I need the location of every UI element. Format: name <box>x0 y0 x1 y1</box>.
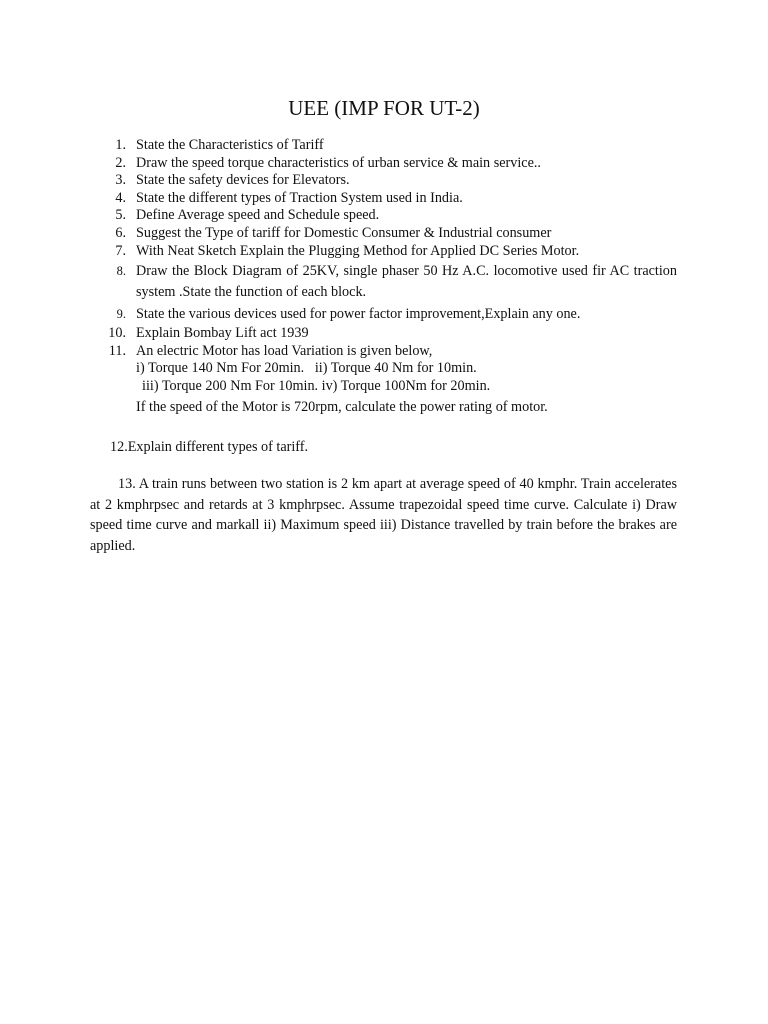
question-item-2 <box>104 155 677 173</box>
question-item-7 <box>104 243 677 261</box>
question-item-6 <box>104 225 677 243</box>
question-number: 9. <box>116 307 126 322</box>
question-text <box>136 343 677 416</box>
question-item-3 <box>104 172 677 190</box>
question-number: 5. <box>115 207 126 224</box>
question-number: 7. <box>115 242 126 259</box>
question-text: With Neat Sketch Explain the Plugging Method for Applied DC Series Motor. <box>136 242 580 259</box>
question-item-10 <box>104 325 677 343</box>
question-number: 3. <box>115 172 126 189</box>
question-item-5 <box>104 207 677 225</box>
question-list <box>104 137 677 416</box>
question-number: 8. <box>116 264 126 279</box>
question-item-12: 12.Explain different types of tariff. <box>110 439 309 455</box>
question-item-4 <box>104 190 677 208</box>
question-text: Draw the speed torque characteristics of urban service & main service.. <box>136 154 541 171</box>
question-text: State the different types of Traction System used in India. <box>136 189 463 206</box>
question-text: State the various devices used for power factor improvement,Explain any one. <box>136 306 581 323</box>
question-followup-line: If the speed of the Motor is 720rpm, calculate the power rating of motor. <box>136 398 548 415</box>
question-number: 2. <box>115 154 126 171</box>
question-number: 4. <box>115 189 126 206</box>
question-item-1 <box>104 137 677 155</box>
question-item-11 <box>104 343 677 416</box>
question-text: State the Characteristics of Tariff <box>136 137 324 153</box>
question-text: State the safety devices for Elevators. <box>136 172 350 189</box>
question-text: Draw the Block Diagram of 25KV, single phaser 50 Hz A.C. locomotive used fir AC traction system .State the function of each block. <box>136 263 677 301</box>
document-title: UEE (IMP FOR UT-2) <box>288 96 480 120</box>
question-text: Define Average speed and Schedule speed. <box>136 207 380 224</box>
question-intro-line: An electric Motor has load Variation is given below, <box>136 342 433 359</box>
question-text: Suggest the Type of tariff for Domestic Consumer & Industrial consumer <box>136 224 552 241</box>
question-item-13: 13. A train runs between two station is 2 km apart at average speed of 40 kmphr. Train accelerates at 2 kmphrpsec and retards at 3 kmphrpsec. Assume trapezoidal speed time curve. Calculate i) Draw speed time curve and markall ii) Maximum speed iii) Distance travelled by train before the brakes are applied. <box>90 476 677 554</box>
torque-line-2: iii) Torque 200 Nm For 10min. iv) Torque 100Nm for 20min. <box>142 377 491 394</box>
question-item-8 <box>104 261 677 303</box>
question-number: 11. <box>108 342 126 359</box>
question-number: 6. <box>115 224 126 241</box>
question-number: 10. <box>108 325 126 342</box>
question-number: 1. <box>115 137 126 153</box>
question-text: Explain Bombay Lift act 1939 <box>136 325 309 342</box>
question-item-9 <box>104 304 677 325</box>
torque-line-1: i) Torque 140 Nm For 20min. ii) Torque 40 Nm for 10min. <box>136 360 477 377</box>
